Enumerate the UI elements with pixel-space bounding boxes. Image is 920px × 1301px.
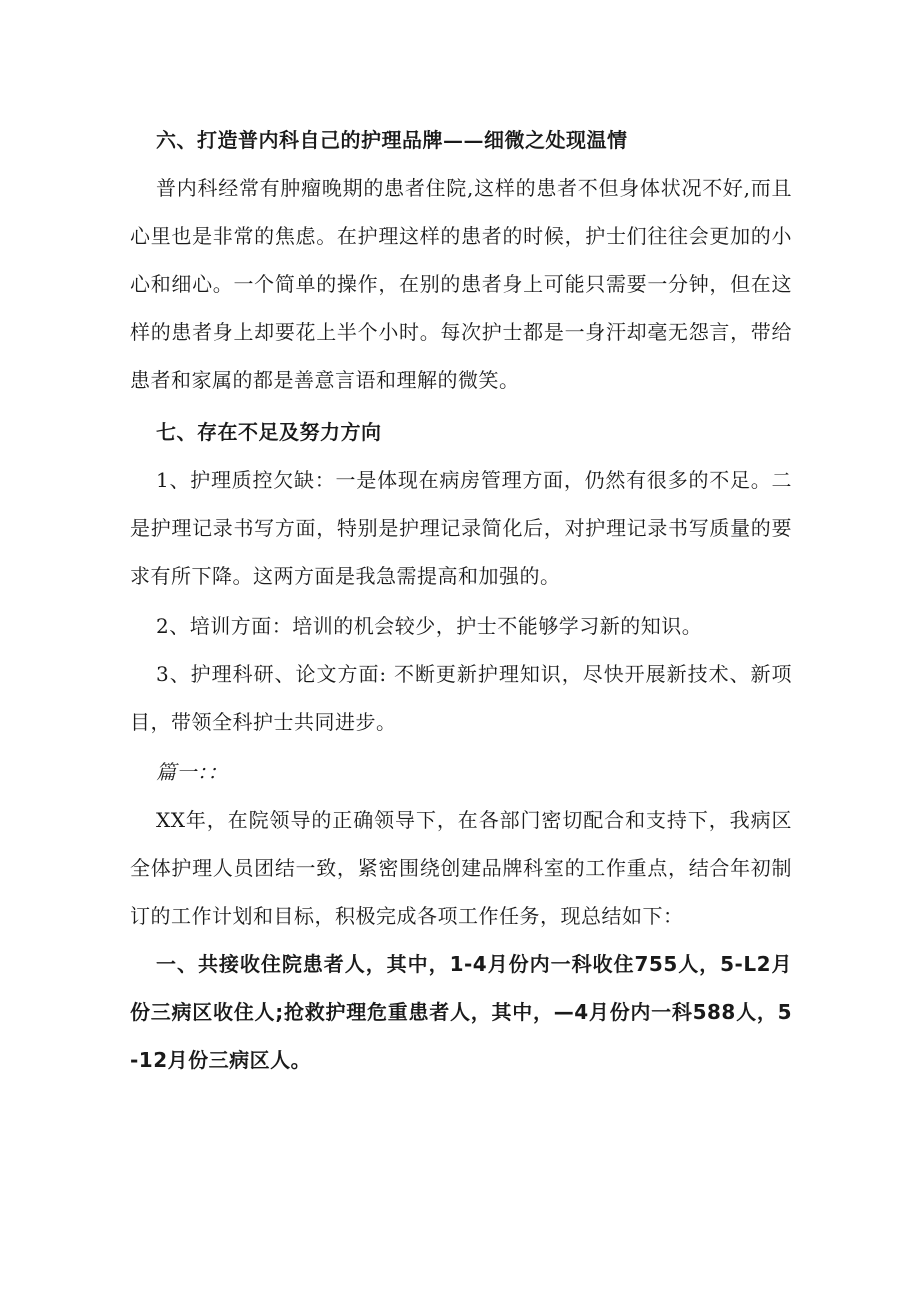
- section-7-heading: 七、存在不足及努力方向: [156, 420, 382, 444]
- statistics-paragraph: 一、共接收住院患者人，其中，1-4月份内一科收住755人，5-L2月份三病区收住人;抢救护理危重患者人，其中，—4月份内一科588人，5-12月份三病区人。: [130, 952, 792, 1072]
- section-6-heading: 六、打造普内科自己的护理品牌——细微之处现温情: [156, 128, 628, 152]
- section-7-item-3: 3、护理科研、论文方面: 不断更新护理知识，尽快开展新技术、新项目，带领全科护士共同进步。: [130, 662, 792, 734]
- piece-label: 篇一：：: [156, 760, 228, 784]
- section-7-item-2: 2、培训方面：培训的机会较少，护士不能够学习新的知识。: [156, 614, 703, 638]
- intro-paragraph: XX年，在院领导的正确领导下，在各部门密切配合和支持下，我病区全体护理人员团结一致，紧密围绕创建品牌科室的工作重点，结合年初制订的工作计划和目标，积极完成各项工作任务，现总结如下：: [130, 808, 792, 928]
- section-7-item-1: 1、护理质控欠缺：一是体现在病房管理方面，仍然有很多的不足。二是护理记录书写方面，特别是护理记录简化后，对护理记录书写质量的要求有所下降。这两方面是我急需提高和加强的。: [130, 468, 792, 588]
- section-6-paragraph: 普内科经常有肿瘤晚期的患者住院,这样的患者不但身体状况不好,而且心里也是非常的焦虑。在护理这样的患者的时候，护士们往往会更加的小心和细心。一个简单的操作，在别的患者身上可能只需要一分钟，但在这样的患者身上却要花上半个小时。每次护士都是一身汗却毫无怨言，带给患者和家属的都是善意言语和理解的微笑。: [130, 176, 792, 392]
